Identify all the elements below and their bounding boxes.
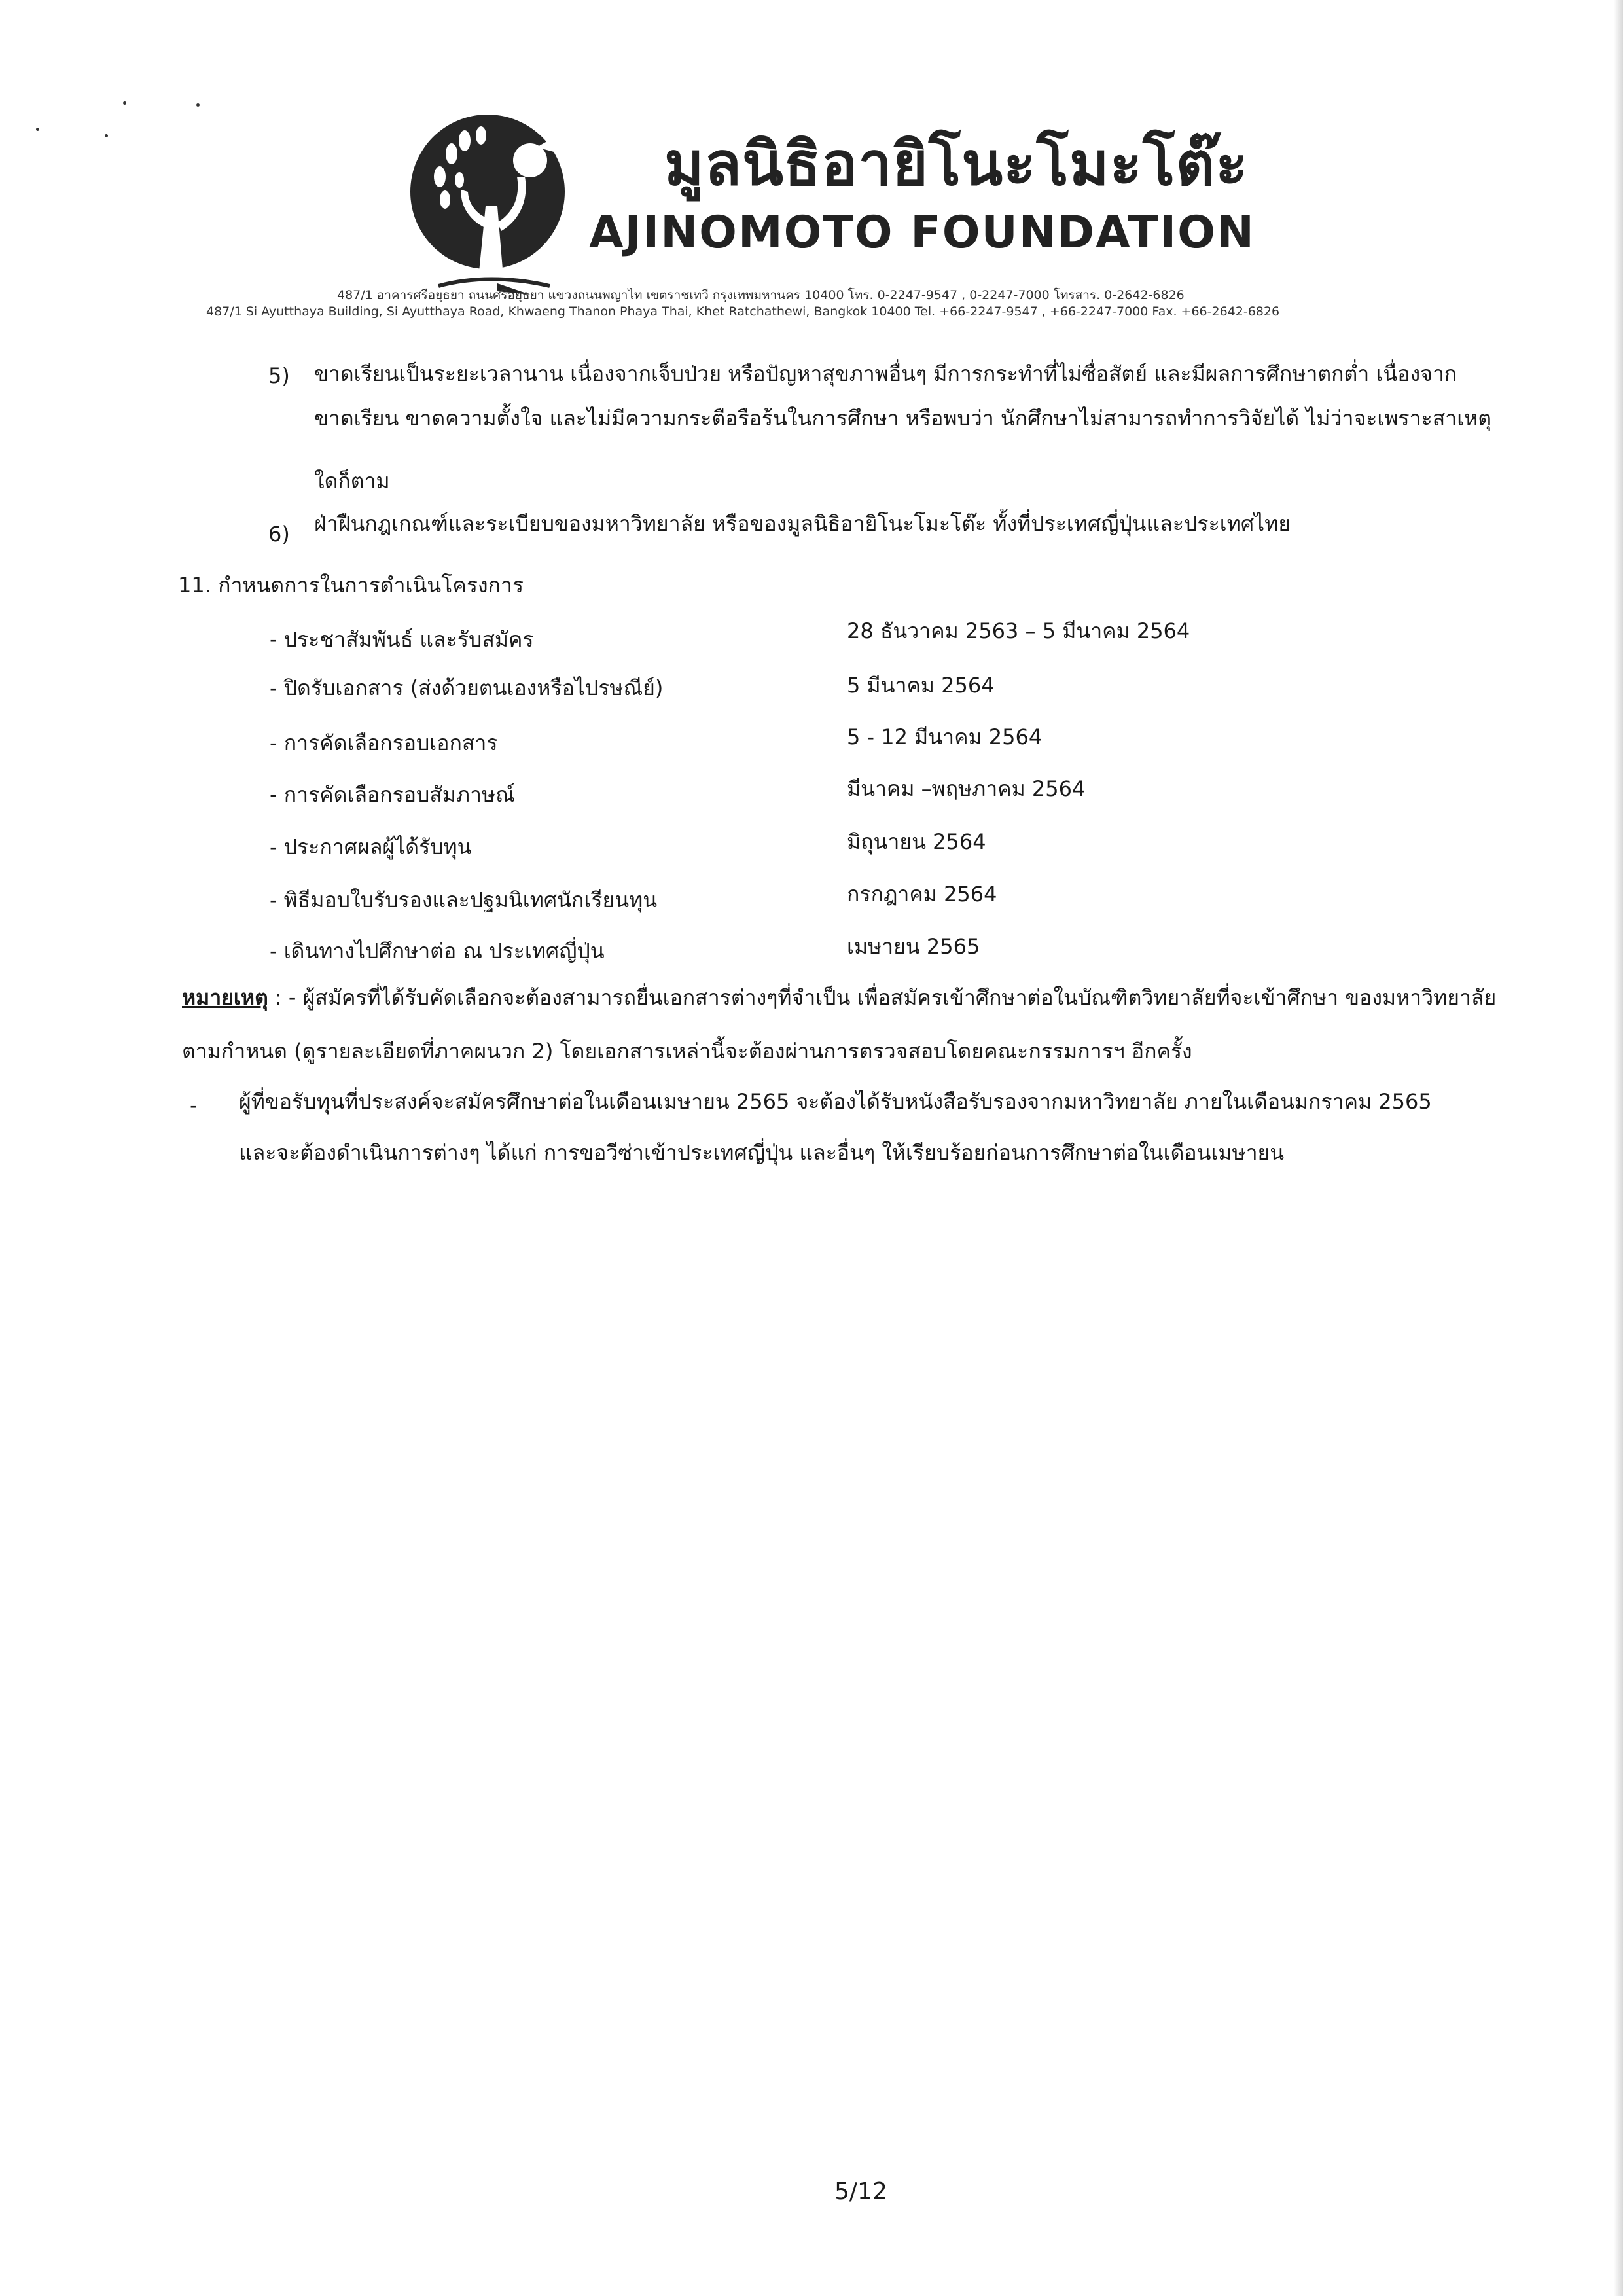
address-english: 487/1 Si Ayutthaya Building, Si Ayutthaya Road, Khwaeng Thanon Phaya Thai, Khet Ratchathewi, Bangkok 10400 Tel. +66-2247-9547 , +66-2247-7000 Fax. +66-2642-6826 bbox=[206, 304, 1280, 319]
note-bullet-line: ผู้ที่ขอรับทุนที่ประสงค์จะสมัครศึกษาต่อในเดือนเมษายน 2565 จะต้องได้รับหนังสือรับรองจากมหาวิทยาลัย ภายในเดือนมกราคม 2565 bbox=[239, 1089, 1432, 1114]
item-number: 6) bbox=[268, 522, 290, 547]
note-label: หมายเหตุ bbox=[182, 985, 268, 1010]
schedule-date: มิถุนายน 2564 bbox=[847, 829, 986, 854]
foundation-name-thai: มูลนิธิอายิโนะโมะโต๊ะ bbox=[664, 129, 1249, 199]
schedule-date: มีนาคม –พฤษภาคม 2564 bbox=[847, 776, 1086, 801]
note-bullet: - bbox=[190, 1093, 198, 1118]
schedule-activity: - พิธีมอบใบรับรองและปฐมนิเทศนักเรียนทุน bbox=[270, 888, 658, 912]
scan-speck bbox=[123, 101, 126, 105]
scan-speck bbox=[36, 128, 39, 131]
note-text: : - ผู้สมัครที่ได้รับคัดเลือกจะต้องสามารถยื่นเอกสารต่างๆที่จำเป็น เพื่อสมัครเข้าศึกษาต่อในบัณฑิตวิทยาลัยที่จะเข้าศึกษา ของมหาวิทยาลัย bbox=[268, 985, 1497, 1010]
schedule-activity: - เดินทางไปศึกษาต่อ ณ ประเทศญี่ปุ่น bbox=[270, 939, 605, 963]
schedule-date: กรกฎาคม 2564 bbox=[847, 882, 997, 906]
schedule-date: 5 มีนาคม 2564 bbox=[847, 673, 995, 698]
scan-speck bbox=[196, 103, 200, 107]
item-text-line: ขาดเรียน ขาดความตั้งใจ และไม่มีความกระตือรือร้นในการศึกษา หรือพบว่า นักศึกษาไม่สามารถทำการวิจัยได้ ไม่ว่าจะเพราะสาเหตุ bbox=[314, 406, 1492, 431]
schedule-activity: - การคัดเลือกรอบเอกสาร bbox=[270, 730, 498, 755]
schedule-activity: - ประกาศผลผู้ได้รับทุน bbox=[270, 834, 472, 859]
note-bullet-line: และจะต้องดำเนินการต่างๆ ได้แก่ การขอวีซ่าเข้าประเทศญี่ปุ่น และอื่นๆ ให้เรียบร้อยก่อนการศึกษาต่อในเดือนเมษายน bbox=[239, 1140, 1285, 1165]
item-text-line: ขาดเรียนเป็นระยะเวลานาน เนื่องจากเจ็บป่วย หรือปัญหาสุขภาพอื่นๆ มีการกระทำที่ไม่ซื่อสัตย์ และมีผลการศึกษาตกต่ำ เนื่องจาก bbox=[314, 361, 1457, 386]
item-text-line: ฝ่าฝืนกฎเกณฑ์และระเบียบของมหาวิทยาลัย หรือของมูลนิธิอายิโนะโมะโต๊ะ ทั้งที่ประเทศญี่ปุ่นและประเทศไทย bbox=[314, 511, 1291, 536]
schedule-activity: - ปิดรับเอกสาร (ส่งด้วยตนเองหรือไปรษณีย์) bbox=[270, 675, 664, 700]
foundation-logo-icon bbox=[399, 115, 596, 301]
note-first-line bbox=[182, 985, 1496, 1010]
page-number: 5/12 bbox=[834, 2178, 887, 2205]
schedule-date: 5 - 12 มีนาคม 2564 bbox=[847, 725, 1043, 749]
schedule-activity: - ประชาสัมพันธ์ และรับสมัคร bbox=[270, 627, 534, 652]
scan-speck bbox=[105, 134, 108, 137]
section-heading: 11. กำหนดการในการดำเนินโครงการ bbox=[178, 573, 524, 598]
schedule-date: เมษายน 2565 bbox=[847, 934, 980, 959]
schedule-date: 28 ธันวาคม 2563 – 5 มีนาคม 2564 bbox=[847, 619, 1190, 643]
address-thai: 487/1 อาคารศรีอยุธยา ถนนศรีอยุธยา แขวงถนนพญาไท เขตราชเทวี กรุงเทพมหานคร 10400 โทร. 0-2247-9547 , 0-2247-7000 โทรสาร. 0-2642-6826 bbox=[337, 288, 1185, 302]
item-text-line: ใดก็ตาม bbox=[314, 469, 390, 493]
item-number: 5) bbox=[268, 363, 290, 388]
schedule-activity: - การคัดเลือกรอบสัมภาษณ์ bbox=[270, 782, 515, 807]
foundation-name-english: AJINOMOTO FOUNDATION bbox=[589, 207, 1255, 259]
note-second-line: ตามกำหนด (ดูรายละเอียดที่ภาคผนวก 2) โดยเอกสารเหล่านี้จะต้องผ่านการตรวจสอบโดยคณะกรรมการฯ อีกครั้ง bbox=[182, 1039, 1192, 1064]
scan-edge-shadow bbox=[1614, 0, 1623, 2296]
